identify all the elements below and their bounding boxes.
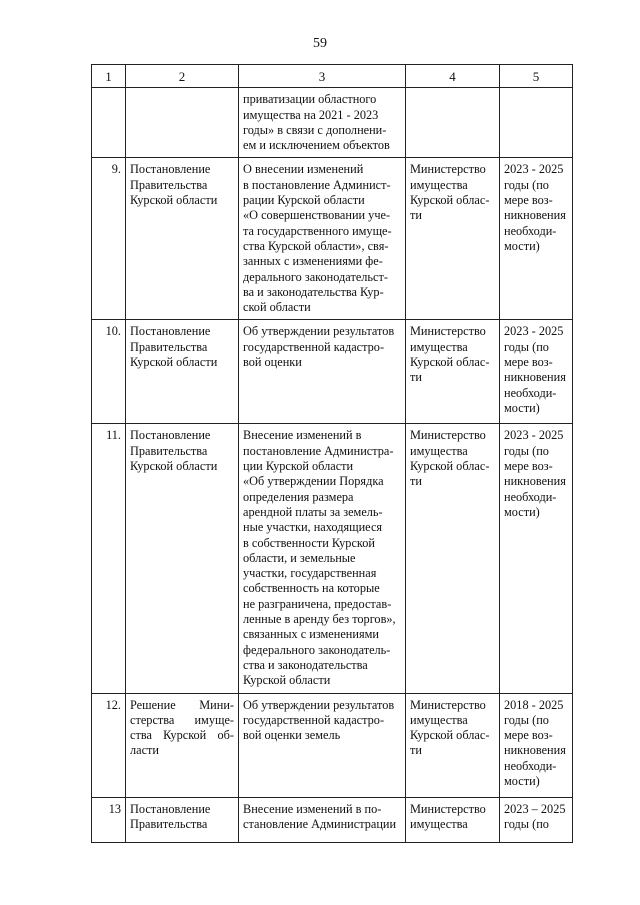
deadline-line: необходи- [504,223,557,238]
responsible-executor-line: ти [410,208,422,223]
document-type-line: ства Курской об- [130,728,234,743]
document-title-line: государственной кадастро- [243,712,385,727]
document-title-line: ем и исключением объектов [243,138,390,153]
deadline-cell [500,88,573,158]
document-type-line: Правительства [130,443,208,458]
document-type-line: Курской области [130,459,218,474]
deadline-line: никновения [504,474,566,489]
document-title-cell [239,424,406,693]
responsible-executor-line: Министерство [410,162,486,177]
deadline-line: 2023 - 2025 [504,162,564,177]
table-row [92,88,573,158]
document-title-line: в постановление Админист- [243,177,391,192]
responsible-executor-line: Курской облас- [410,355,490,370]
deadline-line: необходи- [504,758,557,773]
document-type-cell [126,158,239,320]
deadline-cell [500,424,573,693]
document-title-line: вой оценки [243,355,302,370]
deadline-cell [500,320,573,424]
document-type-line: ласти [130,743,160,758]
document-type-line: стерства имуще- [130,712,234,727]
document-title-line: постановление Администра- [243,443,394,458]
column-header: 5 [500,65,573,88]
document-title-line: та государственного имуще- [243,223,392,238]
document-type-cell [126,424,239,693]
document-type-line: Решение Мини- [130,697,234,712]
document-type-line: Правительства [130,339,208,354]
document-title-line: Внесение изменений в по- [243,801,382,816]
document-title-line: О внесении изменений [243,162,364,177]
document-type-cell [126,797,239,842]
table-row [92,424,573,693]
document-title-line: ции Курской области [243,459,354,474]
document-title-line: Об утверждении результатов [243,697,395,712]
row-number: 13 [92,797,126,842]
document-title-line: годы» в связи с дополнени- [243,122,387,137]
responsible-executor-line: Министерство [410,697,486,712]
deadline-line: 2023 - 2025 [504,428,564,443]
document-title-line: федерального законодатель- [243,642,391,657]
document-type-line: Постановление [130,162,211,177]
deadline-line: мости) [504,238,540,253]
column-header: 3 [239,65,406,88]
row-number [92,88,126,158]
responsible-executor-cell [406,88,500,158]
row-number: 11. [92,424,126,693]
document-title-line: участки, государственная [243,566,377,581]
row-number: 10. [92,320,126,424]
document-type-line: Курской области [130,193,218,208]
document-title-line: ленные в аренду без торгов», [243,612,396,627]
table-row [92,693,573,797]
deadline-line: мости) [504,504,540,519]
deadline-cell [500,693,573,797]
document-title-line: дерального законодательст- [243,269,388,284]
responsible-executor-line: имущества [410,712,468,727]
document-type-cell [126,320,239,424]
responsible-executor-line: имущества [410,339,468,354]
document-type-line: Правительства [130,177,208,192]
document-type-line: Курской области [130,355,218,370]
document-title-line: ные участки, находящиеся [243,520,383,535]
responsible-executor-cell [406,424,500,693]
document-title-line: государственной кадастро- [243,339,385,354]
deadline-cell [500,797,573,842]
deadline-line: никновения [504,743,566,758]
document-title-line: области, и земельные [243,550,356,565]
deadline-line: 2018 - 2025 [504,697,564,712]
document-title-line: имущества на 2021 - 2023 [243,107,379,122]
responsible-executor-line: имущества [410,177,468,192]
deadline-line: необходи- [504,385,557,400]
deadline-line: мере воз- [504,459,553,474]
responsible-executor-cell [406,158,500,320]
document-title-line: «Об утверждении Порядка [243,474,384,489]
deadline-line: годы (по [504,339,549,354]
responsible-executor-line: имущества [410,443,468,458]
document-title-line: «О совершенствовании уче- [243,208,391,223]
table-row [92,158,573,320]
document-type-line: Правительства [130,816,208,831]
deadline-cell [500,158,573,320]
document-title-cell [239,88,406,158]
responsible-executor-line: Министерство [410,801,486,816]
deadline-line: мере воз- [504,355,553,370]
document-title-line: в собственности Курской [243,535,375,550]
document-title-cell [239,797,406,842]
document-title-line: Внесение изменений в [243,428,362,443]
responsible-executor-cell [406,320,500,424]
column-header: 1 [92,65,126,88]
document-title-line: ва и законодательства Кур- [243,284,384,299]
deadline-line: годы (по [504,816,549,831]
document-title-line: Об утверждении результатов [243,324,395,339]
row-number: 9. [92,158,126,320]
document-title-line: становление Администрации [243,816,397,831]
table-row [92,797,573,842]
responsible-executor-cell [406,693,500,797]
responsible-executor-line: имущества [410,816,468,831]
responsible-executor-line: Курской облас- [410,459,490,474]
document-title-line: не разграничена, предостав- [243,596,392,611]
deadline-line: 2023 – 2025 [504,801,566,816]
plan-table [91,64,573,843]
document-title-line: определения размера [243,489,354,504]
responsible-executor-line: Курской облас- [410,193,490,208]
page-number: 59 [313,36,327,51]
deadline-line: необходи- [504,489,557,504]
responsible-executor-line: Министерство [410,324,486,339]
document-type-line: Постановление [130,428,211,443]
document-title-line: ской области [243,300,311,315]
document-title-line: связанных с изменениями [243,627,379,642]
table-row [92,320,573,424]
document-type-cell [126,693,239,797]
responsible-executor-line: ти [410,370,422,385]
document-title-cell [239,320,406,424]
document-title-line: ства Курской области», свя- [243,238,389,253]
responsible-executor-line: ти [410,743,422,758]
deadline-line: мере воз- [504,193,553,208]
deadline-line: мере воз- [504,728,553,743]
document-title-line: собственность на которые [243,581,380,596]
document-title-cell [239,693,406,797]
deadline-line: годы (по [504,443,549,458]
row-number: 12. [92,693,126,797]
document-title-cell [239,158,406,320]
document-title-line: Курской области [243,673,331,688]
deadline-line: мости) [504,773,540,788]
document-type-line: Постановление [130,324,211,339]
responsible-executor-cell [406,797,500,842]
column-header: 4 [406,65,500,88]
header-row [92,65,573,88]
deadline-line: годы (по [504,712,549,727]
document-title-line: приватизации областного [243,92,377,107]
document-title-line: ства и законодательства [243,657,368,672]
deadline-line: никновения [504,370,566,385]
deadline-line: 2023 - 2025 [504,324,564,339]
deadline-line: мости) [504,400,540,415]
column-header: 2 [126,65,239,88]
responsible-executor-line: Курской облас- [410,728,490,743]
document-type-line: Постановление [130,801,211,816]
deadline-line: годы (по [504,177,549,192]
document-title-line: занных с изменениями фе- [243,254,383,269]
responsible-executor-line: Министерство [410,428,486,443]
document-title-line: рации Курской области [243,193,365,208]
document-title-line: арендной платы за земель- [243,504,383,519]
document-type-cell [126,88,239,158]
deadline-line: никновения [504,208,566,223]
document-title-line: вой оценки земель [243,728,341,743]
responsible-executor-line: ти [410,474,422,489]
